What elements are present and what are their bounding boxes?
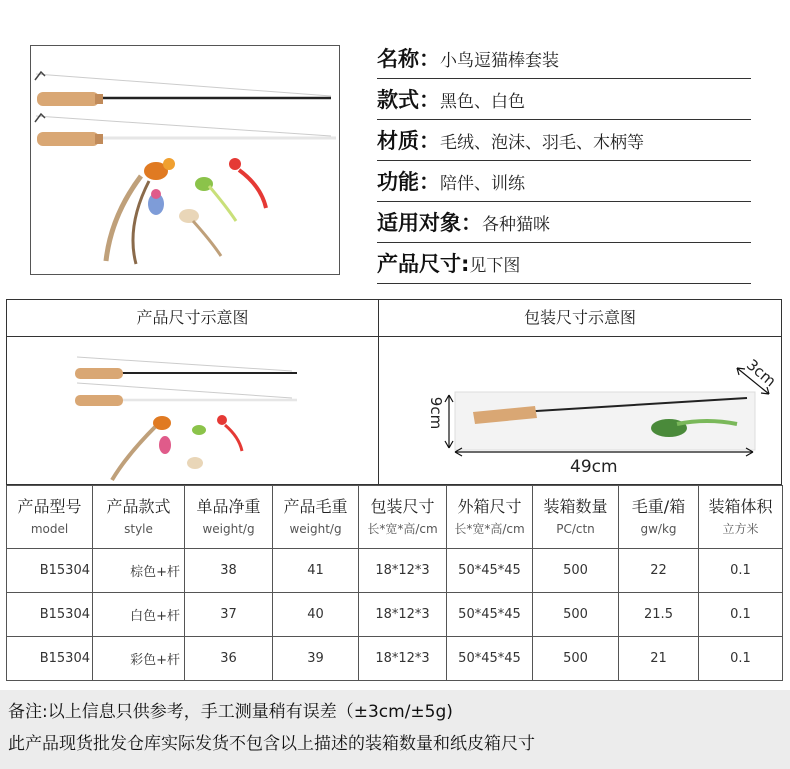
cell-package-size: 18*12*3 <box>359 637 447 681</box>
teaser-wand-black <box>35 72 331 106</box>
spec-row-name <box>377 38 751 79</box>
spec-row-target <box>377 202 751 243</box>
spec-key: 适用对象： <box>377 211 482 235</box>
product-size-illustration <box>67 345 307 483</box>
spec-value: 小鸟逗猫棒套装 <box>440 50 559 71</box>
cell-style: 彩色+杆 <box>93 637 185 681</box>
table-row <box>7 549 783 593</box>
cell-net-weight: 36 <box>185 637 273 681</box>
column-header: 产品型号 model <box>7 486 93 549</box>
spec-table <box>6 485 783 681</box>
spec-list <box>377 38 751 284</box>
feather-birds <box>106 158 266 264</box>
note-shipping: 此产品现货批发仓库实际发货不包含以上描述的装箱数量和纸皮箱尺寸 <box>8 734 535 754</box>
cell-package-size: 18*12*3 <box>359 549 447 593</box>
cell-model: B15304 <box>7 593 93 637</box>
table-row <box>7 593 783 637</box>
spec-value: 见下图 <box>469 255 521 276</box>
cell-package-size: 18*12*3 <box>359 593 447 637</box>
cell-carton-size: 50*45*45 <box>447 593 533 637</box>
divider <box>7 336 781 337</box>
notes-panel <box>0 690 790 769</box>
cell-style: 棕色+杆 <box>93 549 185 593</box>
column-header: 毛重/箱 gw/kg <box>619 486 699 549</box>
package-depth-label: 3cm <box>743 355 780 391</box>
cell-volume: 0.1 <box>699 593 783 637</box>
table-row <box>7 637 783 681</box>
teaser-wand-white <box>35 114 336 146</box>
spec-row-function <box>377 161 751 202</box>
spec-key: 款式： <box>377 88 440 112</box>
cell-carton-weight: 21 <box>619 637 699 681</box>
cell-volume: 0.1 <box>699 637 783 681</box>
package-height-label: 9cm <box>427 396 446 430</box>
cat-teaser-illustration <box>31 46 339 274</box>
spec-key: 功能： <box>377 170 440 194</box>
cell-model: B15304 <box>7 549 93 593</box>
cell-carton-weight: 21.5 <box>619 593 699 637</box>
spec-value: 各种猫咪 <box>482 214 550 235</box>
cell-qty: 500 <box>533 637 619 681</box>
spec-row-material <box>377 120 751 161</box>
spec-row-style <box>377 79 751 120</box>
spec-value: 毛绒、泡沫、羽毛、木柄等 <box>440 132 644 153</box>
note-disclaimer: 备注:以上信息只供参考，手工测量稍有误差（±3cm/±5g) <box>8 702 453 722</box>
package-size-title: 包装尺寸示意图 <box>523 308 636 327</box>
cell-style: 白色+杆 <box>93 593 185 637</box>
cell-gross-weight: 40 <box>273 593 359 637</box>
spec-key: 名称： <box>377 47 440 71</box>
cell-gross-weight: 39 <box>273 637 359 681</box>
column-header: 产品款式 style <box>93 486 185 549</box>
cell-carton-size: 50*45*45 <box>447 549 533 593</box>
column-header: 装箱体积 立方米 <box>699 486 783 549</box>
cell-qty: 500 <box>533 593 619 637</box>
size-diagram-panel <box>6 299 782 485</box>
column-header: 包装尺寸 长*宽*高/cm <box>359 486 447 549</box>
spec-value: 黑色、白色 <box>440 91 525 112</box>
cell-net-weight: 38 <box>185 549 273 593</box>
column-header: 产品毛重 weight/g <box>273 486 359 549</box>
cell-net-weight: 37 <box>185 593 273 637</box>
cell-gross-weight: 41 <box>273 549 359 593</box>
cell-carton-weight: 22 <box>619 549 699 593</box>
column-header: 单品净重 weight/g <box>185 486 273 549</box>
spec-key: 材质： <box>377 129 440 153</box>
cell-volume: 0.1 <box>699 549 783 593</box>
product-photo <box>30 45 340 275</box>
cell-carton-size: 50*45*45 <box>447 637 533 681</box>
spec-row-size <box>377 243 751 284</box>
column-header: 装箱数量 PC/ctn <box>533 486 619 549</box>
spec-key: 产品尺寸: <box>377 252 470 276</box>
package-length-label: 49cm <box>570 457 618 477</box>
product-size-title: 产品尺寸示意图 <box>136 308 249 327</box>
cell-model: B15304 <box>7 637 93 681</box>
table-header-row <box>7 486 783 549</box>
column-header: 外箱尺寸 长*宽*高/cm <box>447 486 533 549</box>
spec-value: 陪伴、训练 <box>440 173 525 194</box>
cell-qty: 500 <box>533 549 619 593</box>
